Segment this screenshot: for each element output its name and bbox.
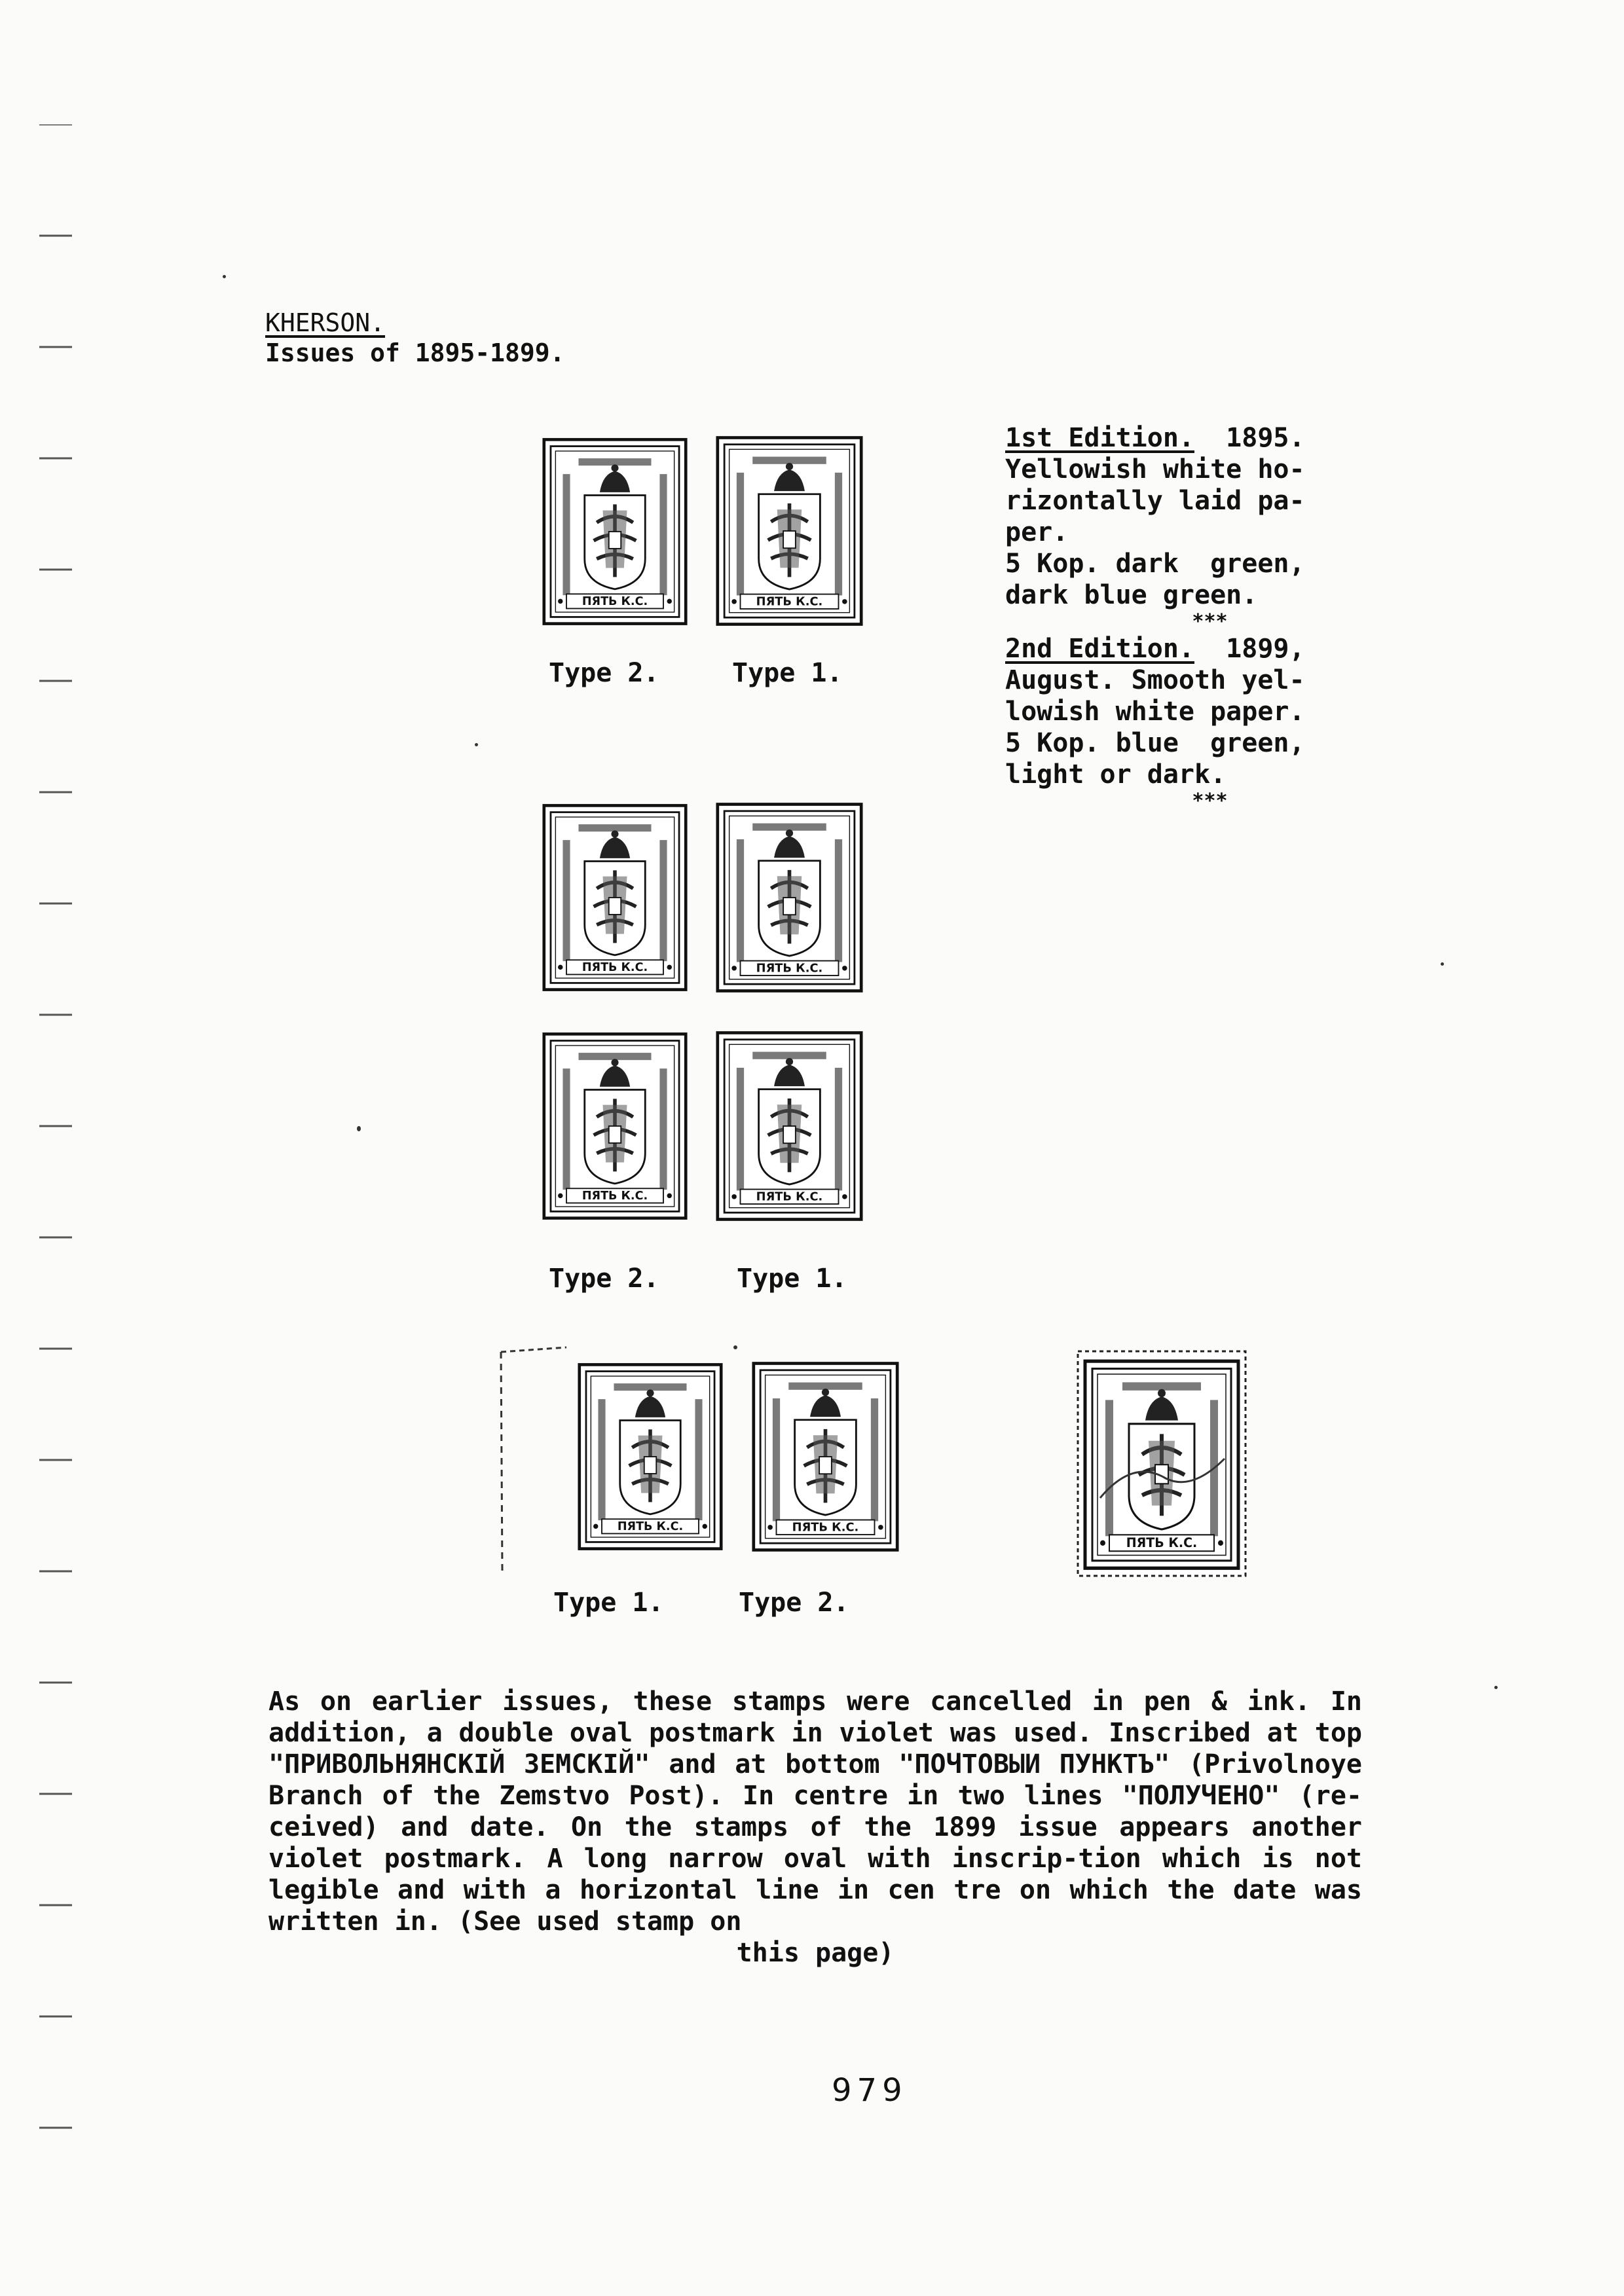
binding-marks [26,124,79,2180]
page-heading [265,308,565,368]
used-stamp [1074,1347,1249,1580]
label-block-left: Type 2. [549,1264,659,1294]
separator-stars-2: *** [1192,790,1228,812]
second-edition-title: 2nd Edition. [1005,634,1194,664]
stamp-value-text: ПЯТЬ К.С. [792,1520,859,1535]
speck [357,1126,361,1131]
stamp-row1-type2 [542,433,688,630]
heading-place: KHERSON. [265,308,386,337]
stamp-value-text: ПЯТЬ К.С. [581,1189,648,1203]
first-edition-year: 1895. [1194,423,1305,453]
stamp-block-top-right [716,793,863,1002]
second-edition-description: August. Smooth yel- lowish white paper. 5 Kop. blue green, light or dark. [1005,665,1305,790]
speck [1441,962,1444,966]
label-row3-left: Type 1. [553,1588,664,1618]
speck [475,743,478,746]
stamp-value-text: ПЯТЬ К.С. [756,961,823,975]
sheet-margin [494,1342,573,1578]
stamp-block-bottom-left [542,1021,688,1231]
edition-notes [1005,422,1369,812]
stamp-value-text: ПЯТЬ К.С. [756,594,823,609]
stamp-row1-type1 [716,432,863,630]
label-block-right: Type 1. [737,1264,847,1294]
paragraph-last-line: this page) [736,1938,895,1968]
label-row1-left: Type 2. [549,658,659,688]
stamp-value-text: ПЯТЬ К.С. [756,1190,823,1204]
separator-stars-1: *** [1192,610,1228,633]
first-edition-title: 1st Edition. [1005,423,1194,453]
stamp-value-text: ПЯТЬ К.С. [617,1520,684,1533]
speck [733,1345,737,1349]
stamp-block-top-left [542,793,688,1002]
stamp-row3-type2 [752,1352,899,1561]
stamp-value-text: ПЯТЬ К.С. [581,594,648,608]
stamp-row3-type1 [578,1352,723,1561]
label-row3-right: Type 2. [739,1588,849,1618]
description-paragraph [268,1686,1362,1969]
first-edition-description: Yellowish white ho- rizontally laid pa- per. 5 Kop. dark green, dark blue green. [1005,454,1305,610]
stamp-value-text: ПЯТЬ К.С. [581,960,648,974]
second-edition-year: 1899, [1194,634,1305,664]
stamp-value-text: ПЯТЬ К.С. [1126,1535,1198,1551]
label-row1-right: Type 1. [732,658,843,688]
page-number: 979 [832,2072,908,2109]
paragraph-main: As on earlier issues, these stamps were cancelled in pen & ink. In addition, a double oval postmark in violet was used. Inscribed at top "ПРИВОЛЬНЯНСКIЙ ЗЕМСКIЙ" and at bottom "ПОЧТОВЫИ ПУНКТЪ" (Privolnoye Branch of the Zemstvo Post). In centre in two lines "ПОЛУЧЕНО" (re-ceived) and date. On the stamps of the 1899 issue appears another violet postmark. A long narrow oval with inscrip-tion which is not legible and with a horizontal line in cen tre on which the date was written in. (See used stamp on [268,1686,1362,1937]
heading-issues: Issues of 1895-1899. [265,338,565,367]
speck [1494,1686,1498,1689]
stamp-block-bottom-right [716,1021,863,1231]
speck [223,275,226,278]
